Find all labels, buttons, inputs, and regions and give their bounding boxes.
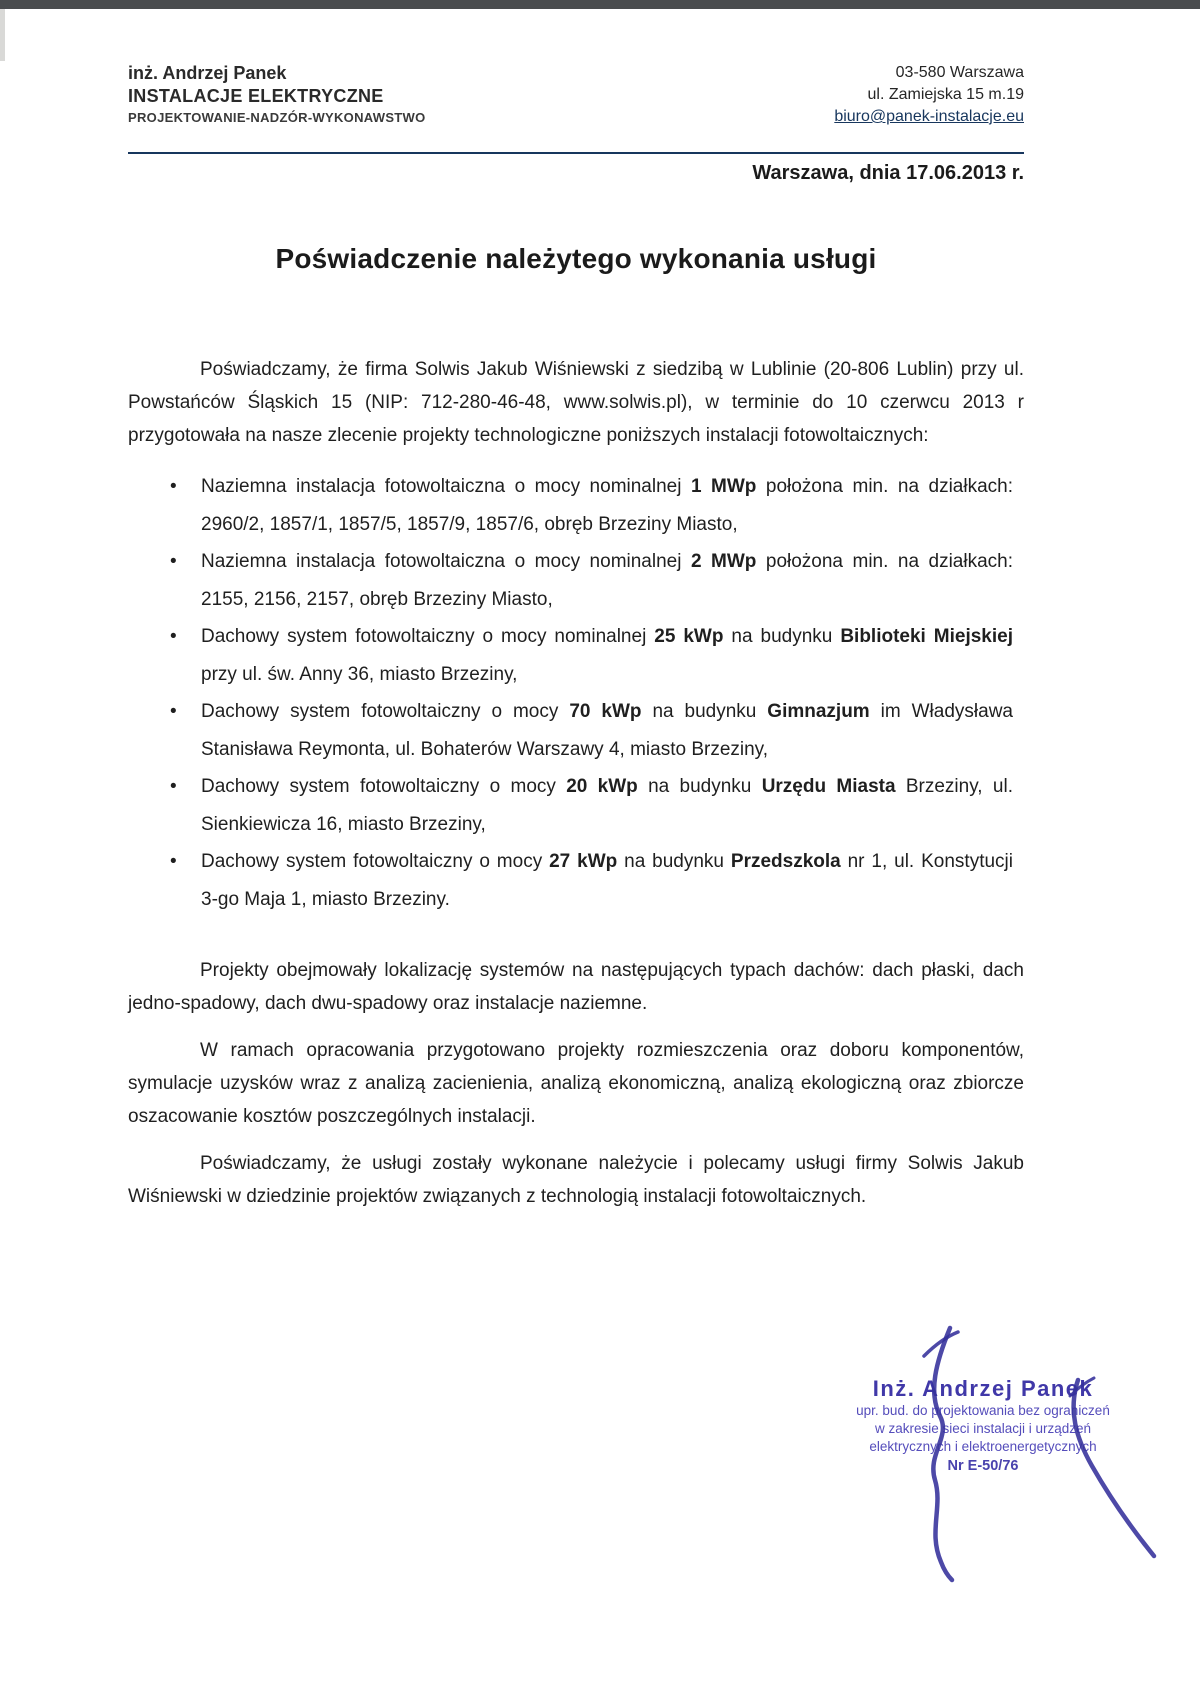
stamp-credentials-line3: elektrycznych i elektroenergetycznych [869, 1439, 1097, 1454]
list-item: • Naziemna instalacja fotowoltaiczna o mocy nominalnej 2 MWp położona min. na działkach: 2155, 2156, 2157, obręb Brzeziny Miasto, [168, 543, 1013, 618]
list-item: • Dachowy system fotowoltaiczny o mocy 70 kWp na budynku Gimnazjum im Władysława Stanisława Reymonta, ul. Bohaterów Warszawy 4, miasto Brzeziny, [168, 693, 1013, 768]
company-name: INSTALACJE ELEKTRYCZNE [128, 86, 384, 106]
stamp-name: Inż. Andrzej Panek [872, 1376, 1094, 1401]
stamp-credentials-line1: upr. bud. do projektowania bez ograniczeń [856, 1403, 1110, 1418]
address-street: ul. Zamiejska 15 m.19 [867, 86, 1024, 103]
document-title: Poświadczenie należytego wykonania usługi [275, 243, 877, 274]
company-owner-name: inż. Andrzej Panek [128, 63, 287, 83]
letterhead [128, 62, 1024, 128]
paragraph-roof-types: Projekty obejmowały lokalizację systemów na następujących typach dachów: dach płaski, dach jedno-spadowy, dach dwu-spadowy oraz instalacje naziemne. [128, 960, 1024, 1014]
letterhead-address-block [834, 62, 1024, 128]
email-link[interactable]: biuro@panek-instalacje.eu [834, 108, 1024, 125]
date-line: Warszawa, dnia 17.06.2013 r. [752, 162, 1024, 184]
engineer-stamp [850, 1376, 1116, 1476]
document-content [128, 62, 1024, 1213]
intro-paragraph: Poświadczamy, że firma Solwis Jakub Wiśniewski z siedzibą w Lublinie (20-806 Lublin) przy ul. Powstańców Śląskich 15 (NIP: 712-280-46-48, www.solwis.pl), w terminie do 10 czerwcu 2013 r przygotowała na nasze zlecenie projekty technologiczne poniższych instalacji fotowoltaicznych: [128, 359, 1024, 446]
list-item: • Dachowy system fotowoltaiczny o mocy 20 kWp na budynku Urzędu Miasta Brzeziny, ul. Sienkiewicza 16, miasto Brzeziny, [168, 768, 1013, 843]
list-item: • Naziemna instalacja fotowoltaiczna o mocy nominalnej 1 MWp położona min. na działkach: 2960/2, 1857/1, 1857/5, 1857/9, 1857/6, obręb Brzeziny Miasto, [168, 468, 1013, 543]
company-tagline: PROJEKTOWANIE-NADZÓR-WYKONAWSTWO [128, 110, 426, 125]
installation-list [168, 468, 1013, 918]
list-item: • Dachowy system fotowoltaiczny o mocy nominalnej 25 kWp na budynku Biblioteki Miejskiej przy ul. św. Anny 36, miasto Brzeziny, [168, 618, 1013, 693]
paragraph-recommendation: Poświadczamy, że usługi zostały wykonane należycie i polecamy usługi firmy Solwis Jakub Wiśniewski w dziedzinie projektów związanych z technologią instalacji fotowoltaicznych. [128, 1153, 1024, 1207]
scan-edge-artifact-top [0, 0, 1200, 9]
header-divider-rule [128, 152, 1024, 154]
letterhead-company-block [128, 62, 426, 127]
stamp-credentials-line2: w zakresie sieci instalacji i urządzeń [874, 1421, 1092, 1436]
list-item: • Dachowy system fotowoltaiczny o mocy 27 kWp na budynku Przedszkola nr 1, ul. Konstytucji 3-go Maja 1, miasto Brzeziny. [168, 843, 1013, 918]
stamp-license-number: Nr E-50/76 [947, 1458, 1019, 1474]
paragraph-scope: W ramach opracowania przygotowano projekty rozmieszczenia oraz doboru komponentów, symulacje uzysków wraz z analizą zacienienia, analizą ekonomiczną, analizą ekologiczną oraz zbiorcze oszacowanie kosztów poszczególnych instalacji. [128, 1040, 1024, 1127]
address-postal-city: 03-580 Warszawa [895, 64, 1024, 81]
scan-edge-artifact-left [0, 9, 5, 61]
